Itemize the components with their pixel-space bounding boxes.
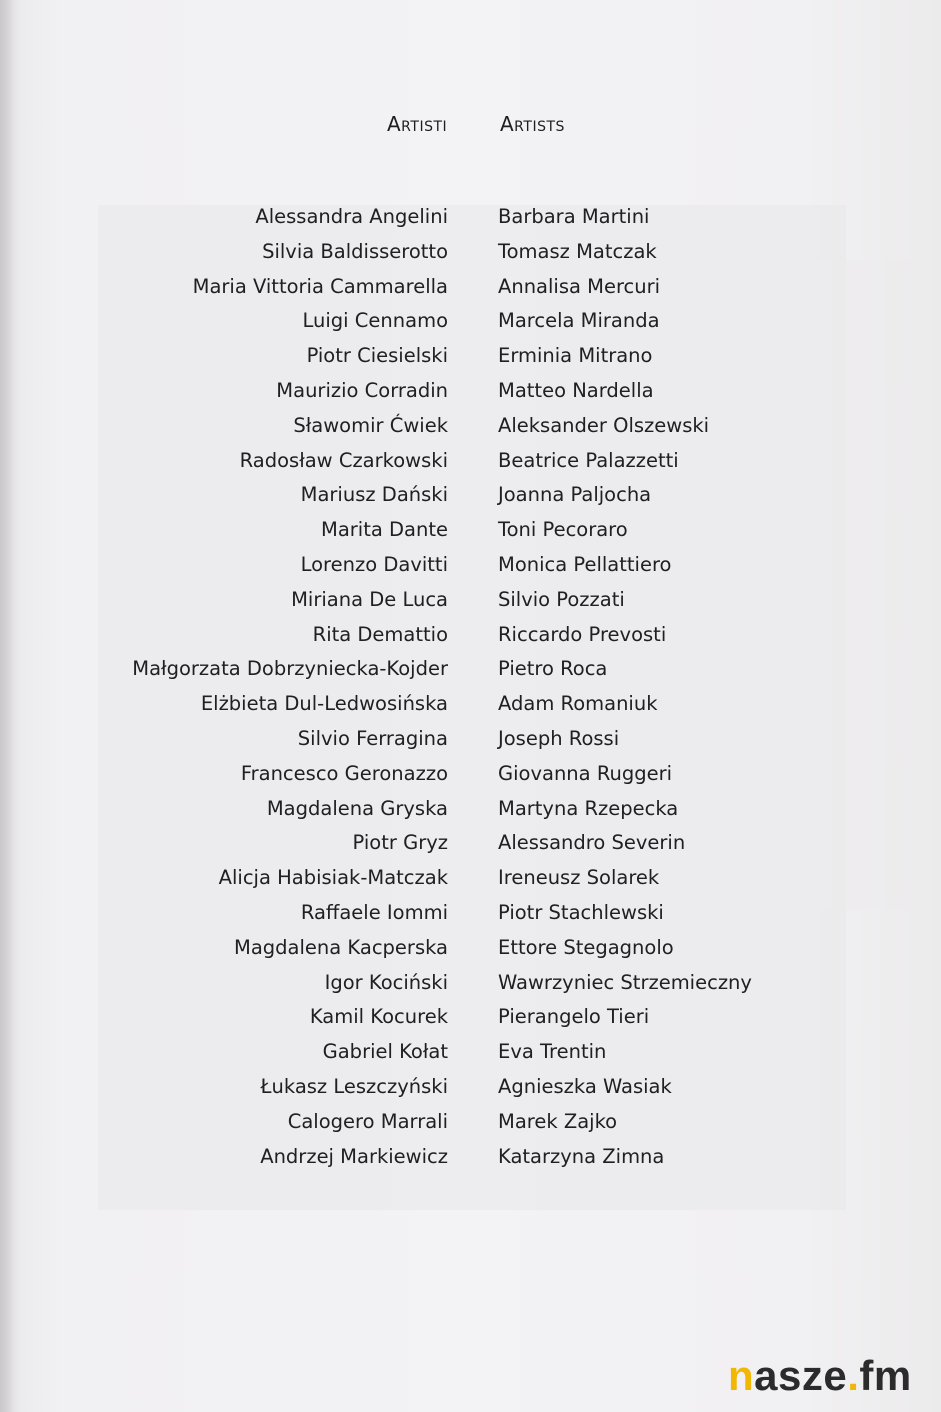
artist-name: Wawrzyniec Strzemieczny (498, 970, 752, 994)
artist-name: Piotr Stachlewski (498, 900, 664, 924)
artist-name: Tomasz Matczak (498, 239, 657, 263)
artist-name: Łukasz Leszczyński (260, 1074, 448, 1098)
artist-name: Barbara Martini (498, 205, 650, 228)
nasze-fm-watermark-logo: nasze.fm (728, 1352, 912, 1399)
artist-name: Joseph Rossi (498, 726, 620, 750)
artist-name: Magdalena Gryska (266, 796, 448, 820)
artist-list-left (132, 200, 448, 1174)
artist-name: Ireneusz Solarek (498, 866, 660, 890)
artist-name: Marek Zajko (498, 1109, 618, 1133)
artist-name: Silvio Ferragina (297, 726, 448, 750)
artist-name: Adam Romaniuk (498, 692, 658, 716)
artist-name: Pierangelo Tieri (498, 1005, 650, 1029)
artist-name: Monica Pellattiero (498, 552, 672, 576)
artist-name: Piotr Ciesielski (306, 344, 448, 368)
artist-name: Radosław Czarkowski (239, 448, 448, 472)
artist-name: Lorenzo Davitti (300, 552, 448, 576)
artist-name: Eva Trentin (498, 1040, 607, 1064)
artist-name: Erminia Mitrano (498, 344, 653, 368)
artist-name: Calogero Marrali (287, 1109, 448, 1133)
artist-name: Giovanna Ruggeri (498, 761, 673, 785)
artist-name: Alessandro Severin (498, 831, 686, 855)
artist-name: Małgorzata Dobrzyniecka-Kojder (132, 657, 448, 681)
artist-name: Aleksander Olszewski (498, 413, 710, 437)
artist-name: Agnieszka Wasiak (498, 1074, 672, 1098)
artist-name: Magdalena Kacperska (234, 935, 448, 959)
artist-name: Martyna Rzepecka (498, 796, 679, 820)
artist-name: Marita Dante (321, 518, 448, 542)
artist-name: Toni Pecoraro (498, 518, 628, 542)
heading-artisti: Artisti (387, 112, 448, 136)
artist-name: Sławomir Ćwiek (293, 413, 448, 437)
artist-name: Igor Kociński (324, 970, 448, 994)
artist-name: Maurizio Corradin (276, 378, 448, 402)
artist-name: Riccardo Prevosti (498, 622, 667, 646)
artist-name: Alicja Habisiak-Matczak (218, 866, 448, 890)
artist-name: Marcela Miranda (498, 309, 660, 333)
artist-list-right (498, 200, 752, 1174)
artist-name: Raffaele Iommi (300, 900, 448, 924)
artist-name: Pietro Roca (498, 657, 608, 681)
artist-name: Francesco Geronazzo (240, 761, 448, 785)
artist-name: Maria Vittoria Cammarella (192, 274, 448, 298)
artist-name: Gabriel Kołat (322, 1040, 448, 1064)
artist-name: Silvio Pozzati (498, 587, 625, 611)
artist-name: Elżbieta Dul-Ledwosińska (200, 692, 448, 716)
artist-name: Piotr Gryz (352, 831, 448, 855)
artist-name: Andrzej Markiewicz (260, 1144, 448, 1168)
artist-name: Kamil Kocurek (309, 1005, 448, 1029)
artist-name: Ettore Stegagnolo (498, 935, 674, 959)
artist-name: Luigi Cennamo (302, 309, 448, 333)
artist-name: Mariusz Dański (300, 483, 448, 507)
artist-name: Beatrice Palazzetti (498, 448, 679, 472)
artist-name: Silvia Baldisserotto (262, 239, 448, 263)
artist-name: Annalisa Mercuri (498, 274, 661, 298)
artist-name: Miriana De Luca (291, 587, 448, 611)
artist-name: Matteo Nardella (498, 378, 654, 402)
spine-shadow (0, 0, 14, 1412)
artist-name: Rita Demattio (312, 622, 448, 646)
artist-name: Alessandra Angelini (255, 205, 448, 228)
heading-artists: Artists (500, 112, 565, 136)
artist-name: Joanna Paljocha (498, 483, 652, 507)
artist-name: Katarzyna Zimna (498, 1144, 665, 1168)
